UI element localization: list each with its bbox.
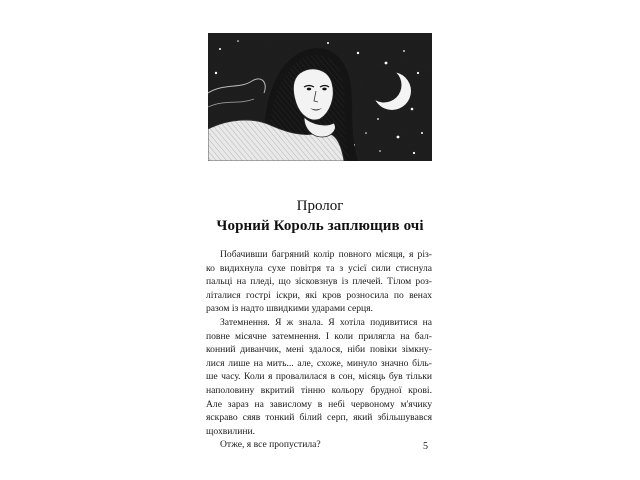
woman-crescent-moon-illustration <box>208 33 432 161</box>
text-line: Отже, я все пропустила? <box>220 439 321 451</box>
text-line: ко видихнула сухе повітря та з усієї сили стиснула <box>206 262 432 274</box>
text-line: повне місячне затемнення. І коли прилягла на бал- <box>206 330 432 342</box>
text-line: ше часу. Коли я провалилася в сон, місяць був тільки <box>206 371 432 383</box>
text-line: конний диванчик, мені здалося, ніби повіки зімкну- <box>206 344 432 356</box>
text-line: літалися гострі іскри, які кров розносила по венах <box>206 289 432 301</box>
chapter-title: Чорний Король заплющив очі <box>216 218 424 234</box>
body-text <box>206 248 432 452</box>
text-line: Побачивши багряний колір повного місяця, я різ- <box>220 249 432 260</box>
chapter-illustration <box>208 33 432 161</box>
text-line: яскраво сяяв тонкий білий серп, який збільшувався <box>206 412 432 424</box>
text-line: пальці на пледі, що зісковзнув із плечей. Тілом роз- <box>206 276 432 288</box>
text-line: лися лише на мить... але, схоже, минуло значно біль- <box>206 357 432 369</box>
text-line: разом із надто швидкими ударами серця. <box>206 303 373 315</box>
page-number: 5 <box>423 441 428 452</box>
prologue-label: Пролог <box>296 198 344 214</box>
text-line: наполовину вкритий тінню кольору брудної крові. <box>206 384 432 396</box>
text-line: Але зараз на завислому в небі червоному м'ячику <box>206 398 432 410</box>
text-line: Затемнення. Я ж знала. Я хотіла подивитися на <box>220 316 432 328</box>
text-line: щохвилини. <box>206 425 255 437</box>
chapter-heading <box>198 196 442 236</box>
